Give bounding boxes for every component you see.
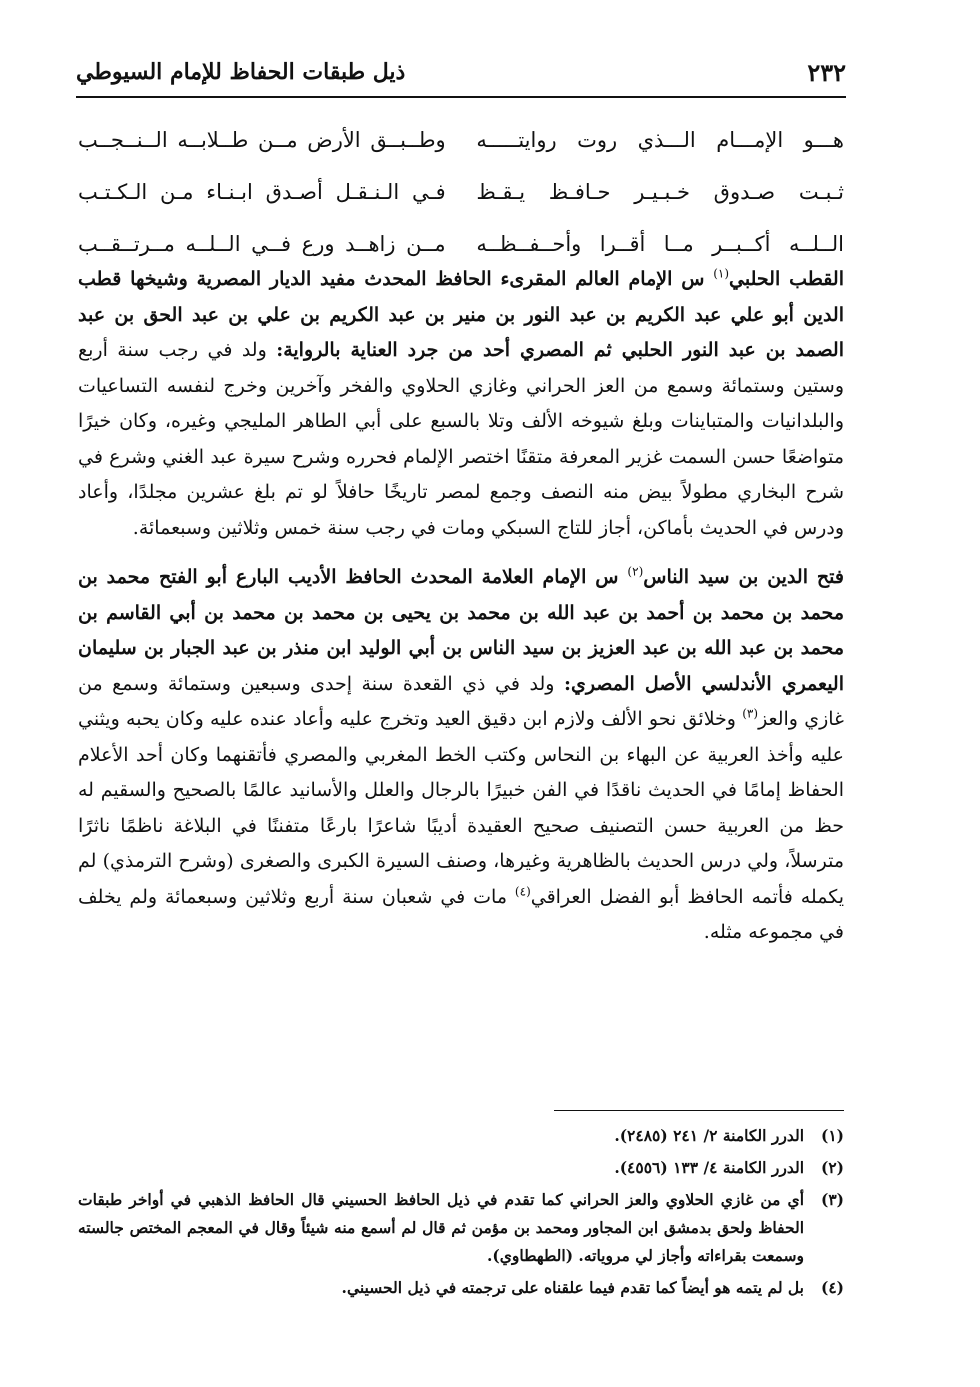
verse-second-hemistich: مــن زاهــد ورع فــي الــلــه مــرتــقــب: [78, 232, 446, 256]
poem-verse: [78, 166, 844, 218]
entry-body-text: ولد في ذي القعدة سنة إحدى وسبعين وستمائة وسمع من غازي والعز: [78, 672, 844, 730]
verse-first-hemistich: الــلــه أكــبــر مــا أقــرا وأحــفــظــه: [476, 232, 844, 256]
footnote: [78, 1154, 844, 1182]
footnote: [78, 1122, 844, 1150]
poem: [78, 114, 844, 270]
footnote-number: (١): [820, 1126, 844, 1145]
main-text: [78, 262, 844, 951]
biography-entry: [78, 262, 844, 546]
entry-name: فتح الدين بن سيد الناس: [643, 566, 844, 588]
verse-first-hemistich: هـــو الإمـــام الـــذي روت روايتـــــه: [476, 128, 844, 152]
footnote-ref[interactable]: (١): [713, 266, 730, 281]
footnote-number: (٢): [820, 1158, 844, 1177]
footnote: [78, 1274, 844, 1302]
page-header: [76, 48, 846, 96]
entry-body-text: مات في شعبان سنة أربع وثلاثين وسبعمائة ولم يخلف في مجموعه مثله.: [78, 885, 844, 943]
footnote-number: (٣): [820, 1190, 844, 1209]
entry-title-text: س الإمام العلامة المحدث الحافظ الأديب البارع أبو الفتح محمد بن محمد بن محمد بن أحمد بن عبد الله بن محمد بن يحيى بن محمد بن محمد بن أبي القاسم بن محمد بن عبد الله بن عبد العزيز بن سيد الناس بن أبي الوليد ابن منذر بن عبد الجبار بن سليمان اليعمري الأندلسي الأصل المصري:: [78, 566, 845, 695]
footnote-text: الدرر الكامنة ٤/ ١٣٣ (٤٥٥٦).: [614, 1158, 804, 1177]
verse-first-hemistich: ثـبـت صـدوق خـبـيـر حـافـظ يـقـظ: [476, 180, 844, 204]
entry-name: القطب الحلبي: [729, 268, 844, 290]
footnote-number: (٤): [820, 1278, 844, 1297]
header-rule: [76, 96, 846, 98]
footnote: [78, 1186, 844, 1270]
page-number: ٢٣٢: [807, 57, 846, 87]
entry-body-text: ولد في رجب سنة أربع وستين وستمائة وسمع من العز الحراني وغازي الحلاوي والفخر وآخرين وخرج لنفسه التساعيات والبلدانيات والمتباينات وبلغ شيوخه الألف وتلا بالسبع على أبي الطاهر المليجي وغيره، وكان خيرًا متواضعًا حسن السمت غزير المعرفة متقنًا اختصر الإلمام فحرره وشرح سيرة عبد الغني وشرع في شرح البخاري مطولاً بيض منه النصف وجمع لمصر تاريخًا حافلاً لو تم بلغ عشرين مجلدًا، وأعاد ودرس في الحديث بأماكن، أجاز للتاج السبكي ومات في رجب سنة خمس وثلاثين وسبعمائة.: [78, 339, 844, 539]
entry-title-text: س الإمام العالم المقرىء الحافظ المحدث مفيد الديار المصرية وشيخها قطب الدين أبو علي عبد الكريم بن عبد النور بن منير بن عبد الكريم بن علي بن عبد الحق بن عبد الصمد بن عبد النور الحلبي ثم المصري أحد من جرد العناية بالرواية:: [78, 268, 844, 361]
footnote-ref[interactable]: (٤): [514, 884, 531, 899]
entry-body-text: وخلائق نحو الألف ولازم ابن دقيق العيد وتخرج عليه وأعاد عنده عليه وكان يحبه ويثني عليه وأخذ العربية عن البهاء بن النحاس وكتب الخط المغربي والمصري فأتقنهما وكان أحد الأعلام الحفاظ إمامًا في الحديث ناقدًا في الفن خبيرًا بالرجال والعلل والأسانيد عالمًا بالصحيح والسقيم له حظ من العربية حسن التصنيف صحيح العقيدة أديبًا شاعرًا بارعًا متفننًا في البلاغة ناظمًا ناثرًا مترسلاً، ولي درس الحديث بالظاهرية وغيرها، وصنف السيرة الكبرى والصغرى (وشرح الترمذي) لم يكمله فأتمه الحافظ أبو الفضل العراقي: [78, 708, 844, 908]
footnote-rule: [554, 1110, 844, 1111]
running-title: ذيل طبقات الحفاظ للإمام السيوطي: [76, 59, 406, 85]
footnote-ref[interactable]: (٣): [742, 706, 759, 721]
verse-second-hemistich: فـي الـنـقـل أصـدق ابـنـاء مـن الـكـتـب: [78, 180, 446, 204]
verse-second-hemistich: وطــبــق الأرض مــن طــلابــه الــنــجــب: [78, 128, 446, 152]
biography-entry: [78, 560, 844, 951]
footnotes: [78, 1122, 844, 1306]
footnote-text: الدرر الكامنة ٢/ ٢٤١ (٢٤٨٥).: [614, 1126, 804, 1145]
footnote-text: بل لم يتمه هو أيضاً كما تقدم فيما علقناه على ترجمته في ذيل الحسيني.: [341, 1278, 804, 1297]
footnote-ref[interactable]: (٢): [627, 564, 644, 579]
footnote-text: أي من غازي الحلاوي والعز الحراني كما تقدم في ذيل الحافظ الحسيني قال الحافظ الذهبي في أواخر طبقات الحفاظ ولحق بدمشق ابن المجاور ومحمد بن مؤمن ثم قال لم أسمع منه شيئاً وقال في المعجم المختص جالسته وسمعت بقراءاته وأجاز لي مروياته. (الطهطاوي).: [78, 1190, 804, 1265]
poem-verse: [78, 114, 844, 166]
